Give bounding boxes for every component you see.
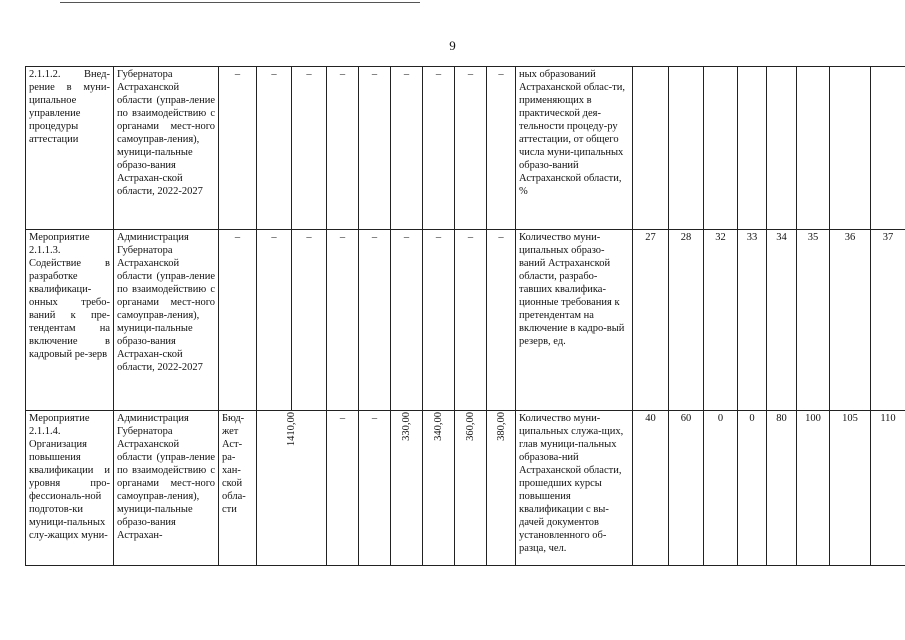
- measure-cell: 2.1.1.2. Внед-рение в муни-ципальное управление процедуры аттестации: [26, 67, 114, 230]
- finance-cell: –: [327, 67, 359, 230]
- target-cell: 35: [797, 230, 830, 411]
- target-cell: 100: [797, 411, 830, 566]
- indicator-cell: Количество муни-ципальных служа-щих, глав муници-пальных образова-ний Астраханской области, прошедших курсы повышения квалификации с вы-дачей документов установленного об-разца, чел.: [516, 411, 633, 566]
- table-row: [26, 67, 905, 230]
- executor-cell: Губернатора Астраханской области (управ-ление по взаимодействию с органами мест-ного самоуправ-ления), муници-пальные образо-вания Астрахан-ской области, 2022-2027: [114, 67, 219, 230]
- finance-cell: –: [292, 67, 327, 230]
- finance-cell: –: [257, 67, 292, 230]
- program-table: [25, 66, 905, 566]
- finance-cell: –: [423, 230, 455, 411]
- finance-cell: –: [359, 67, 391, 230]
- finance-cell: –: [423, 67, 455, 230]
- target-cell: 80: [767, 411, 797, 566]
- target-cell: 110: [871, 411, 905, 566]
- source-cell: –: [219, 67, 257, 230]
- finance-cell: –: [292, 230, 327, 411]
- target-cell: [830, 67, 871, 230]
- page-number: 9: [449, 38, 456, 53]
- finance-cell: –: [391, 67, 423, 230]
- finance-cell: [423, 411, 455, 566]
- source-cell: Бюд-жет Аст-ра-хан-ской обла-сти: [219, 411, 257, 566]
- finance-cell: –: [391, 230, 423, 411]
- finance-cell: –: [487, 67, 516, 230]
- target-cell: [704, 67, 738, 230]
- finance-total-value: 1410,00: [286, 412, 297, 447]
- executor-cell: Администрация Губернатора Астраханской области (управ-ление по взаимодействию с органами мест-ного самоуправ-ления), муници-пальные образо-вания Астрахан-: [114, 411, 219, 566]
- target-cell: [669, 67, 704, 230]
- finance-value: 330,00: [401, 412, 412, 441]
- finance-cell: [391, 411, 423, 566]
- finance-total-cell: [257, 411, 327, 566]
- finance-value: 380,00: [495, 412, 507, 441]
- target-cell: [797, 67, 830, 230]
- executor-cell: Администрация Губернатора Астраханской области (управ-ление по взаимодействию с органами мест-ного самоуправ-ления), муници-пальные образо-вания Астрахан-ской области, 2022-2027: [114, 230, 219, 411]
- target-cell: [871, 67, 905, 230]
- finance-cell: –: [359, 411, 391, 566]
- indicator-cell: ных образований Астраханской облас-ти, применяющих в практической дея-тельности процеду-ру аттестации, от общего числа муни-ципальных образо-ваний Астраханской области, %: [516, 67, 633, 230]
- target-cell: 36: [830, 230, 871, 411]
- finance-value: 340,00: [433, 412, 444, 441]
- target-cell: [633, 67, 669, 230]
- target-cell: 105: [830, 411, 871, 566]
- target-cell: [738, 67, 767, 230]
- target-cell: [767, 67, 797, 230]
- indicator-cell: Количество муни-ципальных образо-ваний Астраханской области, разрабо-тавших квалифика-ционные требования к претендентам на включение в кадро-вый резерв, ед.: [516, 230, 633, 411]
- finance-cell: –: [327, 411, 359, 566]
- target-cell: 34: [767, 230, 797, 411]
- finance-cell: –: [455, 230, 487, 411]
- finance-cell: –: [455, 67, 487, 230]
- finance-cell: –: [327, 230, 359, 411]
- table-row: [26, 230, 905, 411]
- finance-cell: –: [359, 230, 391, 411]
- top-rule: [60, 2, 420, 3]
- finance-cell: [455, 411, 487, 566]
- target-cell: 32: [704, 230, 738, 411]
- table-row: [26, 411, 905, 566]
- measure-cell: Мероприятие 2.1.1.3. Содействие в разработке квалификаци-онных требо-ваний к пре-тендентам на включение в кадровый ре-зерв: [26, 230, 114, 411]
- target-cell: 33: [738, 230, 767, 411]
- target-cell: 27: [633, 230, 669, 411]
- target-cell: 40: [633, 411, 669, 566]
- source-cell: –: [219, 230, 257, 411]
- target-cell: 0: [704, 411, 738, 566]
- target-cell: 60: [669, 411, 704, 566]
- finance-cell: –: [487, 230, 516, 411]
- measure-cell: Мероприятие 2.1.1.4. Организация повышения квалификации и уровня про-фессиональ-ной подготов-ки муници-пальных слу-жащих муни-: [26, 411, 114, 566]
- target-cell: 28: [669, 230, 704, 411]
- finance-cell: [487, 411, 516, 566]
- target-cell: 37: [871, 230, 905, 411]
- finance-value: 360,00: [465, 412, 476, 441]
- finance-cell: –: [257, 230, 292, 411]
- target-cell: 0: [738, 411, 767, 566]
